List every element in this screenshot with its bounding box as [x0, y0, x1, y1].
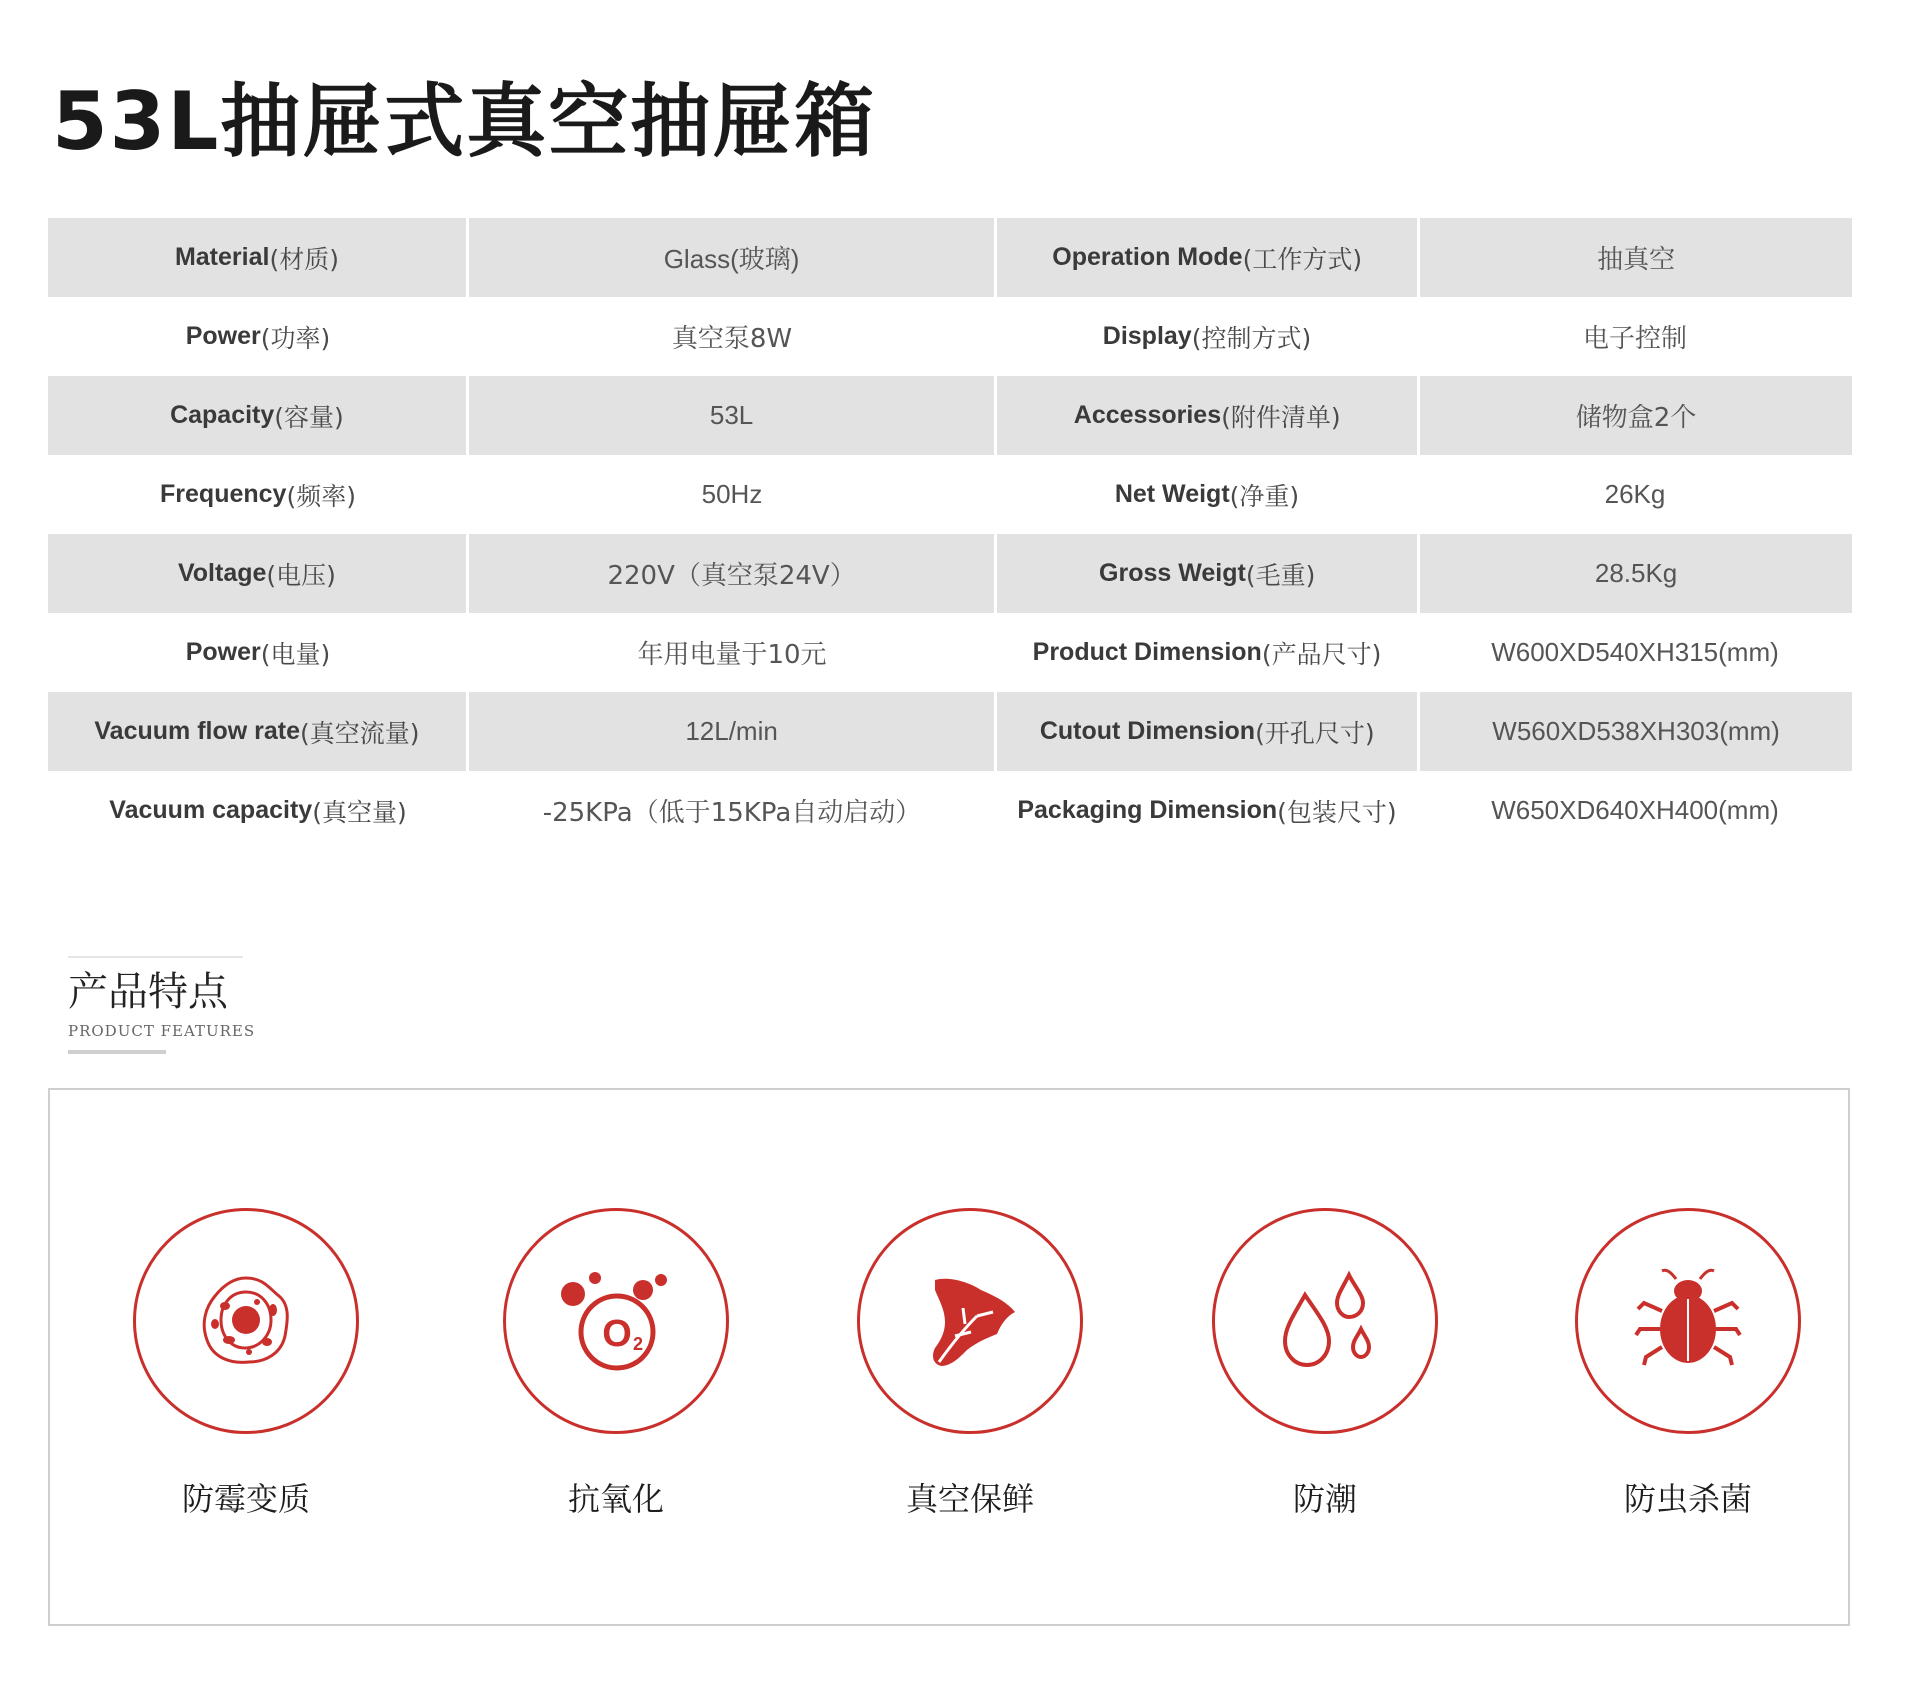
section-title-cn: 产品特点 [68, 969, 228, 1015]
spec-label-cn: (产品尺寸) [1261, 639, 1382, 669]
spec-label-cell [996, 297, 1418, 376]
spec-label-en: Packaging Dimension [1017, 796, 1278, 824]
spec-label-cn: (附件清单) [1221, 402, 1341, 432]
spec-label-cell [994, 376, 1417, 455]
feature-item-anti-oxidation [496, 1208, 736, 1520]
spec-label-cn: (功率) [260, 323, 331, 353]
spec-value: 储物盒2个 [1417, 376, 1852, 455]
feature-ring [1575, 1208, 1801, 1434]
spec-table [48, 218, 1852, 850]
spec-label-cn: (电量) [260, 639, 331, 669]
spec-label-cn: (真空量) [312, 797, 407, 827]
spec-value: Glass(玻璃) [466, 218, 994, 297]
spec-label-en: Power [185, 322, 261, 350]
spec-row [48, 218, 1852, 297]
spec-value: 28.5Kg [1417, 534, 1852, 613]
feature-ring [857, 1208, 1083, 1434]
feature-ring [1212, 1208, 1438, 1434]
spec-label-cell [48, 613, 468, 692]
spec-label-cell [48, 771, 468, 850]
spec-label-cn: (毛重) [1245, 560, 1316, 590]
spec-label-cn: (电压) [266, 560, 336, 590]
spec-label-cn: (容量) [274, 402, 344, 432]
feature-label: 抗氧化 [567, 1480, 664, 1518]
spec-row [48, 534, 1852, 613]
feature-item-moisture-proof [1205, 1208, 1445, 1520]
spec-label-en: Frequency [160, 480, 287, 508]
svg-text:2: 2 [633, 1334, 644, 1354]
spec-label-en: Vacuum capacity [109, 796, 313, 824]
spec-row [48, 692, 1852, 771]
spec-row [48, 297, 1852, 376]
spec-value: 电子控制 [1582, 324, 1687, 354]
feature-ring [133, 1208, 359, 1434]
feature-item-anti-mold [126, 1208, 366, 1520]
page-title: 53L抽屉式真空抽屉箱 [52, 75, 877, 168]
spec-label-cell [48, 376, 466, 455]
feature-label: 防潮 [1292, 1480, 1357, 1518]
spec-value: W600XD540XH315(mm) [1491, 637, 1779, 667]
spec-label-cell [996, 455, 1418, 534]
spec-label-en: Accessories [1073, 401, 1222, 429]
spec-label-en: Power [185, 638, 261, 666]
section-underline [68, 1050, 166, 1054]
spec-label-cell [48, 534, 466, 613]
spec-label-cell [48, 455, 468, 534]
spec-label-cell [994, 692, 1417, 771]
spec-label-cell [994, 218, 1417, 297]
spec-value: 年用电量于10元 [637, 640, 827, 670]
spec-label-cell [996, 613, 1418, 692]
spec-value: W650XD640XH400(mm) [1491, 795, 1779, 825]
spec-label-en: Material [174, 243, 270, 271]
features-panel [48, 1088, 1850, 1626]
feature-label: 防虫杀菌 [1623, 1480, 1752, 1518]
mold-cell-icon [191, 1266, 301, 1376]
spec-value: 50Hz [701, 479, 763, 509]
vegetable-leaf-icon [915, 1266, 1025, 1376]
spec-label-cn: (净重) [1229, 481, 1300, 511]
spec-label-en: Voltage [177, 559, 267, 587]
spec-label-cn: (工作方式) [1242, 244, 1363, 274]
feature-ring [503, 1208, 729, 1434]
spec-value: 真空泵8W [671, 324, 793, 354]
section-title-en: PRODUCT FEATURES [68, 1022, 256, 1040]
spec-label-en: Cutout Dimension [1039, 717, 1256, 745]
spec-label-en: Operation Mode [1052, 243, 1243, 271]
oxygen-o2-icon [551, 1266, 681, 1376]
spec-row [48, 613, 1852, 692]
water-drops-icon [1265, 1261, 1385, 1381]
feature-item-insect-proof [1568, 1208, 1808, 1520]
spec-row [48, 376, 1852, 455]
spec-value: 220V（真空泵24V） [466, 534, 994, 613]
spec-label-cn: (材质) [269, 244, 339, 274]
spec-value: -25KPa（低于15KPa自动启动） [542, 798, 922, 828]
feature-label: 真空保鲜 [905, 1480, 1034, 1518]
spec-value: 12L/min [466, 692, 994, 771]
spec-label-en: Vacuum flow rate [94, 717, 300, 745]
spec-label-en: Product Dimension [1032, 638, 1262, 666]
spec-row [48, 455, 1852, 534]
svg-text:O: O [602, 1313, 632, 1355]
spec-value: 抽真空 [1417, 218, 1852, 297]
spec-value: 26Kg [1604, 479, 1666, 509]
spec-label-en: Gross Weigt [1099, 559, 1246, 587]
spec-value: 53L [466, 376, 994, 455]
spec-label-cell [48, 692, 466, 771]
spec-label-cell [994, 534, 1417, 613]
spec-label-cell [48, 297, 468, 376]
section-divider [68, 956, 243, 958]
spec-row [48, 771, 1852, 850]
spec-label-en: Capacity [170, 401, 275, 429]
feature-label: 防霉变质 [181, 1480, 310, 1518]
spec-label-cn: (控制方式) [1191, 323, 1312, 353]
spec-label-cn: (真空流量) [300, 718, 420, 748]
bug-icon [1628, 1261, 1748, 1381]
spec-label-en: Display [1102, 322, 1192, 350]
spec-label-cell [996, 771, 1418, 850]
spec-label-cn: (包装尺寸) [1277, 797, 1397, 827]
feature-item-vacuum-fresh [850, 1208, 1090, 1520]
spec-label-cell [48, 218, 466, 297]
spec-label-en: Net Weigt [1114, 480, 1230, 508]
spec-label-cn: (开孔尺寸) [1255, 718, 1375, 748]
spec-value: W560XD538XH303(mm) [1417, 692, 1852, 771]
spec-label-cn: (频率) [286, 481, 356, 511]
